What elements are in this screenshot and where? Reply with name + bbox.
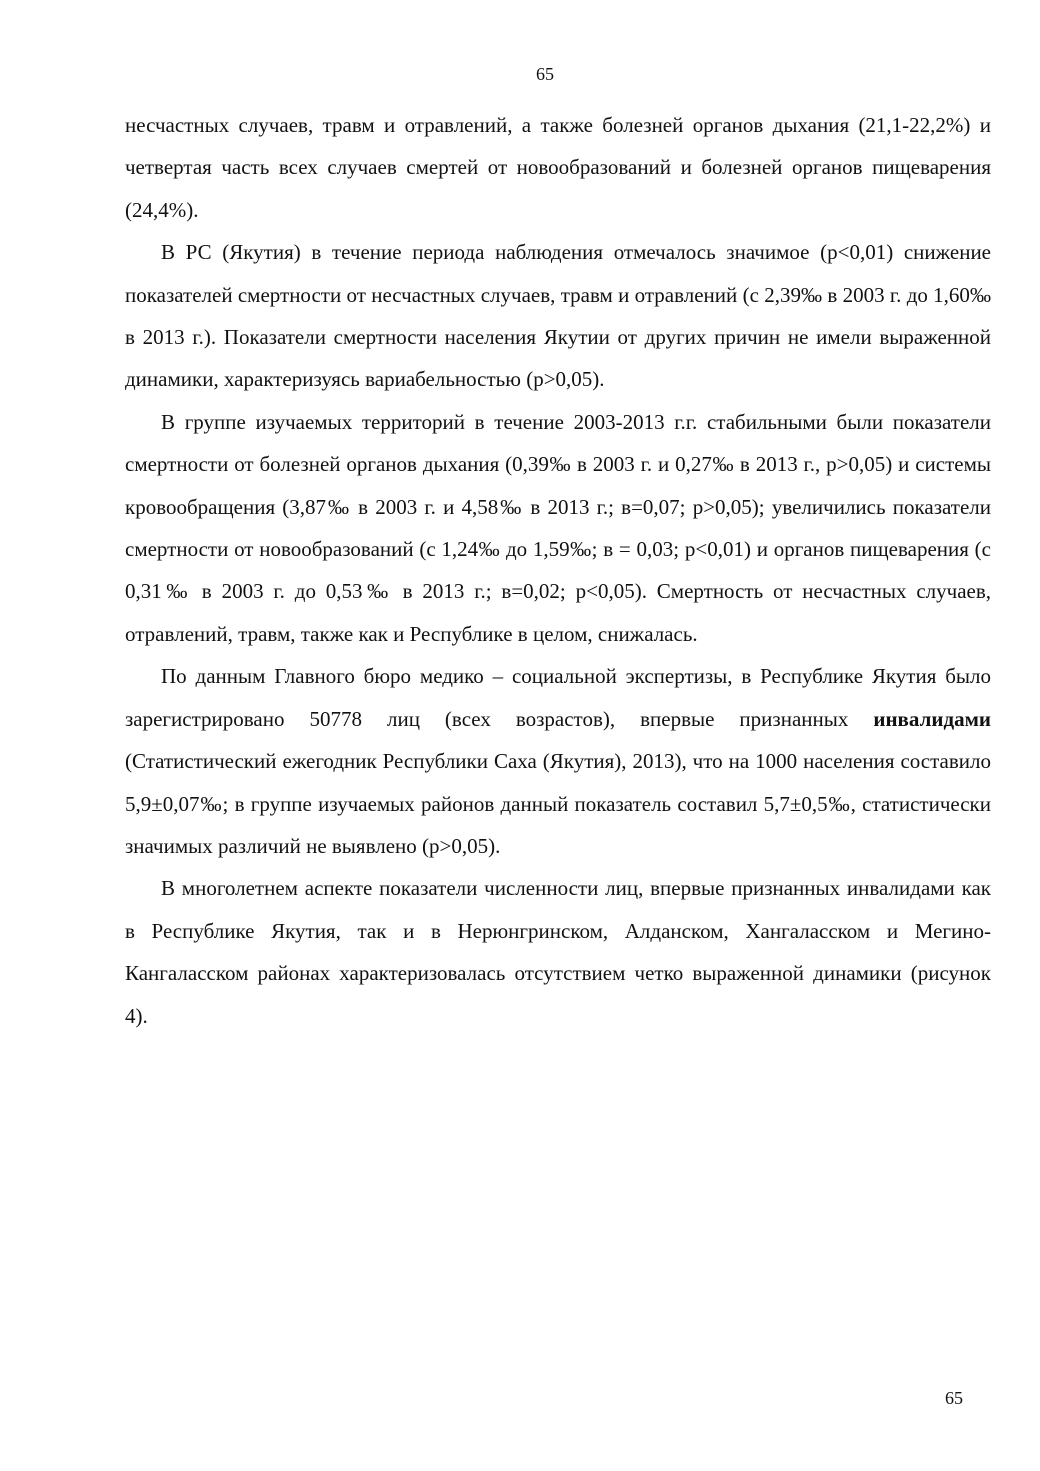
paragraph-4-bold-term: инвалидами bbox=[873, 706, 991, 731]
page-number-bottom: 65 bbox=[945, 1388, 963, 1408]
paragraph-2: В РС (Якутия) в течение периода наблюдения отмечалось значимое (р<0,01) снижение показателей смертности от несчастных случаев, травм и отравлений (с 2,39‰ в 2003 г. до 1,60‰ в 2013 г.). Показатели смертности населения Якутии от других причин не имели выраженной динамики, характеризуясь вариабельностью (р>0,05). bbox=[125, 240, 991, 392]
body-text bbox=[125, 104, 991, 1037]
page-number-top: 65 bbox=[536, 64, 554, 84]
paragraph-5: В многолетнем аспекте показатели численности лиц, впервые признанных инвалидами как в Республике Якутия, так и в Нерюнгринском, Алданском, Хангаласском и Мегино-Кангаласском районах характеризовалась отсутствием четко выраженной динамики (рисунок 4). bbox=[125, 876, 991, 1028]
paragraph-4 bbox=[125, 655, 991, 867]
paragraph-3: В группе изучаемых территорий в течение 2003-2013 г.г. стабильными были показатели смертности от болезней органов дыхания (0,39‰ в 2003 г. и 0,27‰ в 2013 г., р>0,05) и системы кровообращения (3,87‰ в 2003 г. и 4,58‰ в 2013 г.; в=0,07; р>0,05); увеличились показатели смертности от новообразований (с 1,24‰ до 1,59‰; в = 0,03; р<0,01) и органов пищеварения (с 0,31‰ в 2003 г. до 0,53‰ в 2013 г.; в=0,02; р<0,05). Смертность от несчастных случаев, отравлений, травм, также как и Республике в целом, снижалась. bbox=[125, 409, 991, 646]
paragraph-1: несчастных случаев, травм и отравлений, а также болезней органов дыхания (21,1-22,2%) и четвертая часть всех случаев смертей от новообразований и болезней органов пищеварения (24,4%). bbox=[125, 113, 991, 222]
paragraph-4-text-after: (Статистический ежегодник Республики Саха (Якутия), 2013), что на 1000 населения составило 5,9±0,07‰; в группе изучаемых районов данный показатель составил 5,7±0,5‰, статистически значимых различий не выявлено (р>0,05). bbox=[125, 749, 991, 858]
paragraph-4-text-before: По данным Главного бюро медико – социальной экспертизы, в Республике Якутия было зарегистрировано 50778 лиц (всех возрастов), впервые признанных bbox=[125, 664, 991, 731]
